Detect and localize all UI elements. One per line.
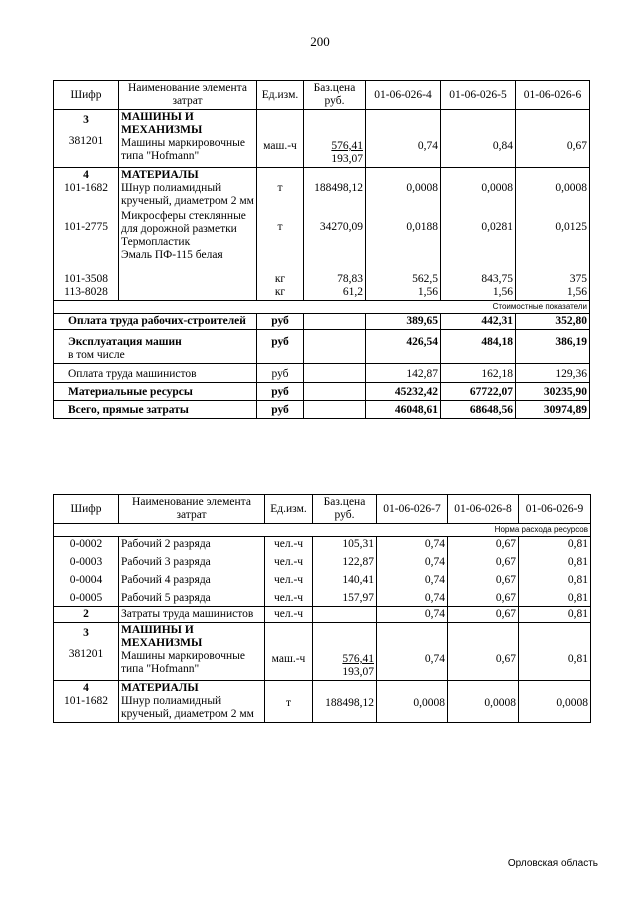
row-code: 0-0005 xyxy=(69,592,103,604)
worker-names xyxy=(119,537,265,607)
row-value: 375 xyxy=(569,273,587,285)
header-code: Шифр xyxy=(54,81,119,110)
row-value-2: 0,84 xyxy=(441,110,516,168)
summary-value-3: 352,80 xyxy=(516,314,590,330)
row-name: Эмаль ПФ-115 белая xyxy=(121,249,223,261)
section-title: МАТЕРИАЛЫ xyxy=(121,169,199,181)
row-value-group-1 xyxy=(366,168,441,301)
price-bottom: 193,07 xyxy=(331,153,363,165)
row-unit: чел.-ч xyxy=(273,574,304,586)
row-value: 0,0125 xyxy=(555,221,587,233)
section-row xyxy=(54,110,590,168)
section-cell xyxy=(119,681,265,723)
row-unit-group xyxy=(257,168,304,301)
row-name: Рабочий 4 разряда xyxy=(121,574,211,586)
row-value: 0,74 xyxy=(424,574,445,586)
row-value: 0,81 xyxy=(567,592,588,604)
table-header-row xyxy=(54,495,591,524)
row-code: 381201 xyxy=(68,648,104,660)
summary-value-3: 30235,90 xyxy=(516,383,590,401)
summary-row xyxy=(54,401,590,419)
price-bottom: 193,07 xyxy=(342,666,374,678)
row-code: 101-1682 xyxy=(63,695,109,707)
row-value: 843,75 xyxy=(481,273,513,285)
resource-table-2 xyxy=(53,494,591,723)
section-number: 2 xyxy=(54,607,119,623)
row-price: 105,31 xyxy=(342,538,374,550)
header-col2: 01-06-026-8 xyxy=(448,495,519,524)
summary-row xyxy=(54,383,590,401)
row-value-1: 0,0008 xyxy=(377,681,448,723)
summary-name: Материальные ресурсы xyxy=(54,383,257,401)
row-unit: кг xyxy=(274,286,286,298)
summary-unit: руб xyxy=(257,383,304,401)
summary-name: Оплата труда машинистов xyxy=(54,364,257,383)
row-value: 0,81 xyxy=(567,574,588,586)
row-unit: маш.-ч xyxy=(265,623,313,681)
summary-price xyxy=(304,364,366,383)
row-price: 78,83 xyxy=(337,273,363,285)
summary-unit: руб xyxy=(257,364,304,383)
header-name: Наименование элемента затрат xyxy=(119,495,265,524)
row-value: 0,67 xyxy=(495,592,516,604)
summary-value-3: 386,19 xyxy=(516,330,590,364)
row-unit: чел.-ч xyxy=(265,607,313,623)
summary-unit: руб xyxy=(257,401,304,419)
section-cell xyxy=(119,623,265,681)
header-col1: 01-06-026-4 xyxy=(366,81,441,110)
section-number: 3 381201 xyxy=(54,110,119,168)
row-price: 122,87 xyxy=(342,556,374,568)
summary-unit: руб xyxy=(257,314,304,330)
row-code: 101-1682 xyxy=(63,182,109,194)
summary-row xyxy=(54,330,590,364)
row-price: 61,2 xyxy=(342,286,363,298)
row-unit: чел.-ч xyxy=(273,556,304,568)
row-name: Термопластик xyxy=(121,236,191,248)
row-value-3: 0,0008 xyxy=(519,681,591,723)
worker-units xyxy=(265,537,313,607)
section-cell xyxy=(119,168,257,301)
section-cell xyxy=(119,110,257,168)
norm-label-row xyxy=(54,524,591,537)
row-value: 0,0188 xyxy=(406,221,438,233)
row-code: 0-0003 xyxy=(69,556,103,568)
header-col3: 01-06-026-6 xyxy=(516,81,590,110)
header-unit: Ед.изм. xyxy=(265,495,313,524)
summary-value-1: 389,65 xyxy=(366,314,441,330)
summary-value-1: 426,54 xyxy=(366,330,441,364)
row-price: 188498,12 xyxy=(314,182,363,194)
row-value-2: 0,67 xyxy=(448,623,519,681)
row-code: 101-3508 xyxy=(63,273,109,285)
row-unit: чел.-ч xyxy=(273,592,304,604)
cost-label-row xyxy=(54,301,590,314)
summary-value-3: 129,36 xyxy=(516,364,590,383)
page-number: 200 xyxy=(310,34,330,49)
row-value-2: 0,67 xyxy=(448,607,519,623)
summary-value-3: 30974,89 xyxy=(516,401,590,419)
row-code: 101-2775 xyxy=(63,221,109,233)
row-value-3: 0,67 xyxy=(516,110,590,168)
section-row xyxy=(54,681,591,723)
summary-name: Оплата труда рабочих-строителей xyxy=(54,314,257,330)
summary-name-cell xyxy=(54,330,257,364)
row-name: Рабочий 3 разряда xyxy=(121,556,211,568)
summary-value-2: 162,18 xyxy=(441,364,516,383)
row-name: Рабочий 5 разряда xyxy=(121,592,211,604)
row-value: 562,5 xyxy=(412,273,438,285)
row-unit: чел.-ч xyxy=(273,538,304,550)
row-unit: т xyxy=(277,221,283,233)
cost-label: Стоимостные показатели xyxy=(54,301,590,314)
header-col2: 01-06-026-5 xyxy=(441,81,516,110)
row-name: Шнур полиамидный крученый, диаметром 2 мм xyxy=(121,695,254,720)
summary-value-2: 67722,07 xyxy=(441,383,516,401)
worker-codes xyxy=(54,537,119,607)
summary-value-2: 484,18 xyxy=(441,330,516,364)
table-header-row xyxy=(54,81,590,110)
row-value: 0,0008 xyxy=(481,182,513,194)
row-unit: т xyxy=(265,681,313,723)
resource-table-1 xyxy=(53,80,590,419)
summary-value-1: 142,87 xyxy=(366,364,441,383)
summary-name: Эксплуатация машин xyxy=(68,336,182,348)
row-code: 0-0002 xyxy=(69,538,103,550)
row-value-group-2 xyxy=(441,168,516,301)
row-price: 34270,09 xyxy=(319,221,363,233)
row-value: 0,0008 xyxy=(406,182,438,194)
section-row xyxy=(54,168,590,301)
row-price: 157,97 xyxy=(342,592,374,604)
row-unit: маш.-ч xyxy=(257,110,304,168)
header-name: Наименование элемента затрат xyxy=(119,81,257,110)
summary-price xyxy=(304,383,366,401)
price-top: 576,41 xyxy=(331,140,363,152)
summary-subtext: в том числе xyxy=(68,349,125,361)
worker-values-1 xyxy=(377,537,448,607)
row-value-3: 0,81 xyxy=(519,607,591,623)
worker-values-2 xyxy=(448,537,519,607)
row-value: 0,67 xyxy=(495,556,516,568)
header-code: Шифр xyxy=(54,495,119,524)
section-number: 3 381201 xyxy=(54,623,119,681)
summary-row xyxy=(54,364,590,383)
row-unit: т xyxy=(277,182,283,194)
summary-value-2: 68648,56 xyxy=(441,401,516,419)
row-value-1: 0,74 xyxy=(377,607,448,623)
summary-price xyxy=(304,401,366,419)
row-name: Рабочий 2 разряда xyxy=(121,538,211,550)
workers-group xyxy=(54,537,591,607)
summary-price xyxy=(304,330,366,364)
row-value: 0,67 xyxy=(495,574,516,586)
row-name: Шнур полиамидный крученый, диаметром 2 мм xyxy=(121,182,254,207)
header-col3: 01-06-026-9 xyxy=(519,495,591,524)
row-value-1: 0,74 xyxy=(366,110,441,168)
row-code: 381201 xyxy=(68,135,104,147)
norm-label: Норма расхода ресурсов xyxy=(54,524,591,537)
summary-unit: руб xyxy=(257,330,304,364)
summary-value-2: 442,31 xyxy=(441,314,516,330)
row-value: 0,0281 xyxy=(481,221,513,233)
summary-value-1: 46048,61 xyxy=(366,401,441,419)
section-title: МАШИНЫ И МЕХАНИЗМЫ xyxy=(121,111,203,136)
row-value-2: 0,0008 xyxy=(448,681,519,723)
section-name: Затраты труда машинистов xyxy=(119,607,265,623)
worker-values-3 xyxy=(519,537,591,607)
row-value-3: 0,81 xyxy=(519,623,591,681)
section-row xyxy=(54,623,591,681)
row-value: 0,74 xyxy=(424,556,445,568)
section-number: 4 101-1682 xyxy=(54,681,119,723)
worker-prices xyxy=(313,537,377,607)
summary-row xyxy=(54,314,590,330)
row-value: 1,56 xyxy=(492,286,513,298)
row-value: 1,56 xyxy=(566,286,587,298)
section-number: 4 101-1682 101-2775 101-3508 113-8028 xyxy=(54,168,119,301)
row-price: 188498,12 xyxy=(313,681,377,723)
row-name: Микросферы стеклянные для дорожной разметки xyxy=(121,210,246,235)
row-price: 140,41 xyxy=(342,574,374,586)
header-price: Баз.цена руб. xyxy=(304,81,366,110)
section-row xyxy=(54,607,591,623)
row-value: 0,74 xyxy=(424,592,445,604)
section-title: МАШИНЫ И МЕХАНИЗМЫ xyxy=(121,624,203,649)
footer-region: Орловская область xyxy=(507,858,598,869)
row-code: 113-8028 xyxy=(64,286,108,298)
row-price xyxy=(304,110,366,168)
section-title: МАТЕРИАЛЫ xyxy=(121,682,199,694)
summary-value-1: 45232,42 xyxy=(366,383,441,401)
price-top: 576,41 xyxy=(342,653,374,665)
row-value: 0,81 xyxy=(567,556,588,568)
row-name: Машины маркировочные типа "Hofmann" xyxy=(121,137,245,162)
row-code: 0-0004 xyxy=(69,574,103,586)
row-value: 0,81 xyxy=(567,538,588,550)
row-value-group-3 xyxy=(516,168,590,301)
row-price xyxy=(313,607,377,623)
header-price: Баз.цена руб. xyxy=(313,495,377,524)
summary-name: Всего, прямые затраты xyxy=(54,401,257,419)
row-price-group xyxy=(304,168,366,301)
header-unit: Ед.изм. xyxy=(257,81,304,110)
row-unit: кг xyxy=(274,273,286,285)
row-value: 0,0008 xyxy=(555,182,587,194)
row-value: 0,67 xyxy=(495,538,516,550)
row-value: 0,74 xyxy=(424,538,445,550)
row-value: 1,56 xyxy=(417,286,438,298)
row-value-1: 0,74 xyxy=(377,623,448,681)
row-name: Машины маркировочные типа "Hofmann" xyxy=(121,650,245,675)
row-price xyxy=(313,623,377,681)
summary-price xyxy=(304,314,366,330)
header-col1: 01-06-026-7 xyxy=(377,495,448,524)
